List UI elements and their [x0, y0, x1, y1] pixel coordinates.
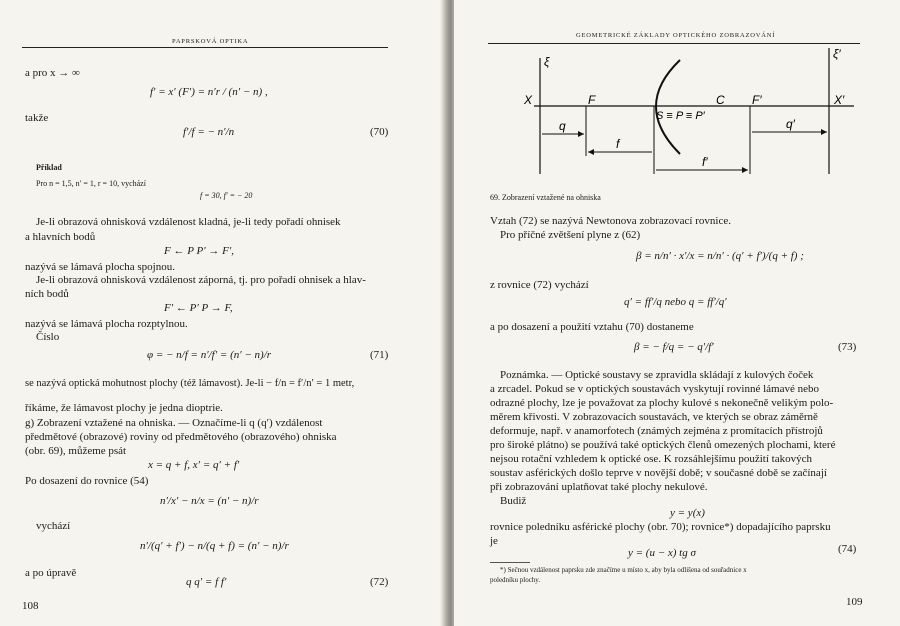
equation: q′ = ff′/q nebo q = ff′/q′ — [624, 296, 727, 308]
text-line: je — [490, 535, 498, 547]
text-line: Je-li obrazová ohnisková vzdálenost kladná, je-li tedy pořadí ohnisek — [36, 216, 341, 228]
text-line: nazývá se lámavá plocha spojnou. — [25, 261, 175, 273]
page-number: 109 — [846, 596, 863, 608]
label-s-p: S ≡ P ≡ P′ — [656, 110, 705, 122]
text-line: Poznámka. — Optické soustavy se zpravidla skládají z kulových čoček — [500, 369, 814, 381]
equation: q q′ = f f′ — [186, 576, 227, 588]
text-line: deformuje, např. v anamorfotech (známých zejména z promítacích přístrojů — [490, 425, 823, 437]
equation: f′/f = − n′/n — [183, 126, 235, 138]
equation: β = n/n′ · x′/x = n/n′ · (q′ + f′)/(q + f) ; — [636, 250, 804, 262]
footnote: *) Sečnou vzdálenost paprsku zde značíme u místo x, aby byla odlišena od souřadnice x — [500, 566, 747, 574]
label-xi: ξ — [544, 55, 550, 69]
text-line: z rovnice (72) vychází — [490, 279, 589, 291]
equation: φ = − n/f = n′/f′ = (n′ − n)/r — [147, 349, 272, 361]
equation: β = − f/q = − q′/f′ — [634, 341, 714, 353]
equation: f = 30, f′ = − 20 — [200, 191, 253, 200]
equation: f′ = x′ (F′) = n′r / (n′ − n) , — [150, 86, 268, 98]
label-q-prime: q′ — [786, 117, 795, 131]
label-f-prime: F′ — [752, 93, 762, 107]
figure-caption: 69. Zobrazení vztažené na ohniska — [490, 193, 601, 202]
equation-number: (72) — [370, 576, 389, 588]
equation: n′/(q′ + f′) − n/(q + f) = (n′ − n)/r — [140, 540, 289, 552]
text-line: Vztah (72) se nazývá Newtonova zobrazovací rovnice. — [490, 215, 731, 227]
running-header: GEOMETRICKÉ ZÁKLADY OPTICKÉHO ZOBRAZOVÁNÍ — [576, 32, 776, 39]
text-line: pro široké plátno) se používá také optických členů omezených plochami, které — [490, 439, 836, 451]
text-line: říkáme, že lámavost plochy je jedna dioptrie. — [25, 402, 223, 414]
text-line: rovnice poledníku asférické plochy (obr. 70); rovnice*) dopadajícího paprsku — [490, 521, 831, 533]
text-line: měrem křivosti. V zobrazovacích soustavách, ve kterých se obraz záměrně — [490, 411, 818, 423]
section-heading: g) Zobrazení vztažené na ohniska. — Označíme-li q (q′) vzdálenost — [25, 417, 323, 429]
equation: F ← P P′ → F′, — [164, 245, 234, 257]
text-line: předmětové (obrazové) roviny od předmětového (obrazového) ohniska — [25, 431, 337, 443]
text-line: se nazývá optická mohutnost plochy (též lámavost). Je-li − f/n = f′/n′ = 1 metr, — [25, 378, 355, 389]
label-q: q — [559, 119, 566, 133]
label-f-prime-dim: f′ — [702, 155, 708, 169]
label-f: F — [588, 93, 596, 107]
text-line: při zobrazování uplatňovat také plochy nekulové. — [490, 481, 708, 493]
text-line: ních bodů — [25, 288, 69, 300]
text-line: a hlavních bodů — [25, 231, 96, 243]
text-line: Pro příčné zvětšení plyne z (62) — [500, 229, 641, 241]
example-heading: Příklad — [36, 163, 62, 172]
text-line: odrazné plochy, lze je považovat za plochy kulové s nekonečně velikým polo- — [490, 397, 834, 409]
equation-number: (74) — [838, 543, 857, 555]
equation: x = q + f, x′ = q′ + f′ — [148, 459, 240, 471]
label-c: C — [716, 93, 725, 107]
text-line: Číslo — [36, 331, 60, 343]
equation: n′/x′ − n/x = (n′ − n)/r — [160, 495, 259, 507]
left-page — [0, 0, 446, 626]
text-line: a pro x → ∞ — [25, 67, 80, 79]
label-f-dim: f — [616, 137, 620, 151]
equation: y = y(x) — [670, 507, 705, 519]
text-line: vychází — [36, 520, 71, 532]
text-line: a po úpravě — [25, 567, 77, 579]
figure-69-diagram — [454, 44, 900, 184]
text-line: Je-li obrazová ohnisková vzdálenost záporná, tj. pro pořadí ohnisek a hlav- — [36, 274, 366, 286]
text-line: Po dosazení do rovnice (54) — [25, 475, 149, 487]
text-line: nazývá se lámavá plocha rozptylnou. — [25, 318, 188, 330]
text-line: takže — [25, 112, 49, 124]
label-x: X — [524, 93, 533, 107]
equation-number: (73) — [838, 341, 857, 353]
footnote: poledníku plochy. — [490, 576, 541, 584]
label-xi-prime: ξ′ — [833, 47, 841, 61]
equation-number: (71) — [370, 349, 389, 361]
text-line: nejsou rotační vzhledem k optické ose. K rozsáhlejšímu použití takových — [490, 453, 812, 465]
page-number: 108 — [22, 600, 39, 612]
arrow-head — [578, 131, 584, 137]
text-line: Budiž — [500, 495, 527, 507]
running-header: PAPRSKOVÁ OPTIKA — [172, 38, 249, 45]
arrow-head — [821, 129, 827, 135]
text-line: a zrcadel. Pokud se v optických soustavách vyskytují rovinné lámavé nebo — [490, 383, 819, 395]
equation: y = (u − x) tg σ — [628, 547, 696, 559]
arrow-head — [588, 149, 594, 155]
arrow-head — [742, 167, 748, 173]
text-line: (obr. 69), můžeme psát — [25, 445, 127, 457]
equation: F′ ← P′ P → F, — [164, 302, 233, 314]
text-line: a po dosazení a použití vztahu (70) dostaneme — [490, 321, 694, 333]
footnote-rule — [490, 562, 530, 563]
label-x-prime: X′ — [834, 93, 845, 107]
header-rule — [22, 47, 388, 48]
refracting-surface — [656, 60, 680, 154]
text-line: Pro n = 1,5, n′ = 1, r = 10, vychází — [36, 179, 146, 188]
text-line: soustav asférických došlo teprve v novější době; v současné době se začínají — [490, 467, 827, 479]
equation-number: (70) — [370, 126, 389, 138]
right-page — [454, 0, 900, 626]
